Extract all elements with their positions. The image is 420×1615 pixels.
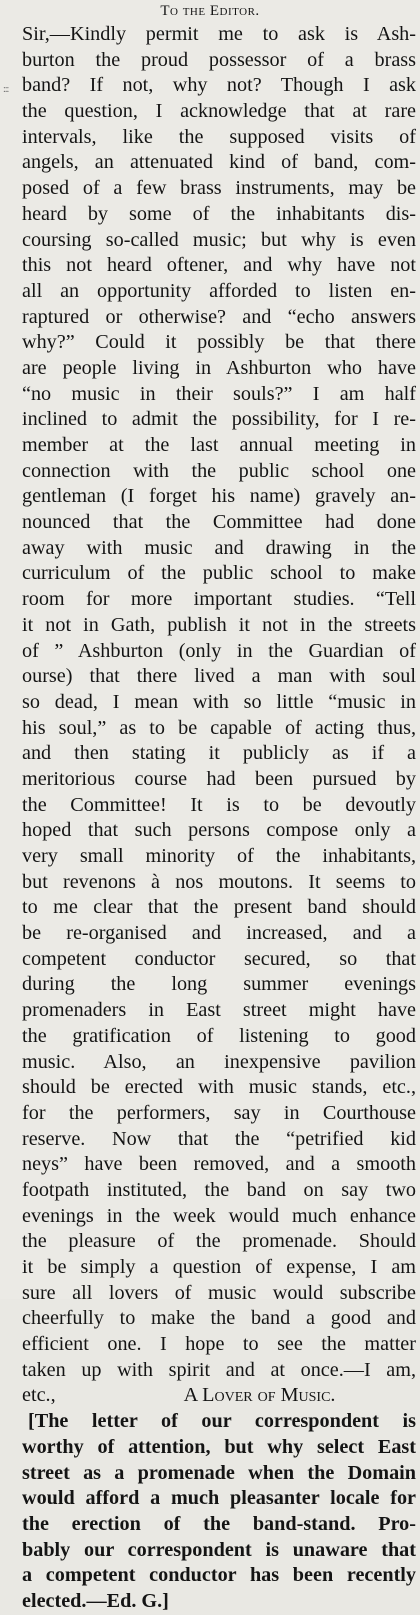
letter-line: be re-organised and increased, and a (22, 922, 416, 945)
letter-line: it not in Gath, publish it not in the streets (22, 613, 416, 636)
letter-line: member at the last annual meeting in (22, 434, 416, 456)
editor-note (22, 1409, 416, 1615)
heading: To the Editor. (160, 3, 260, 19)
letter-line: “no music in their souls?” I am half (22, 382, 416, 405)
letter-line: footpath instituted, the band on say two (22, 1178, 416, 1201)
letter-line: ourse) that there lived a man with soul (22, 665, 416, 688)
letter-line: neys” have been removed, and a smooth (22, 1153, 416, 1176)
editor-note-line: [The letter of our correspondent is (28, 1410, 416, 1433)
editor-note-line: elected.—Ed. G.] (22, 1589, 169, 1612)
editor-note-line: street as a promenade when the Domain (22, 1461, 416, 1484)
letter-line: music. Also, an inexpensive pavilion (22, 1050, 416, 1073)
letter-line: inclined to admit the possibility, for I re- (22, 408, 416, 431)
letter-line: this not heard oftener, and why have not (22, 254, 416, 277)
editor-note-line: bably our correspondent is unaware that (22, 1538, 416, 1561)
letter-line: angels, an attenuated kind of band, com- (22, 151, 416, 174)
letter-line: curriculum of the public school to make (22, 562, 416, 585)
letter-line: hoped that such persons compose only a (22, 819, 416, 842)
letter-line: taken up with spirit and at once.—I am, (22, 1358, 416, 1381)
letter-line: coursing so-called music; but why is even (22, 228, 416, 251)
letter-line: but revenons à nos moutons. It seems to (22, 870, 416, 893)
letter-line: room for more important studies. “Tell (22, 588, 416, 611)
letter-line: during the long summer evenings (22, 973, 416, 996)
letter-line: the Committee! It is to be devoutly (22, 793, 416, 816)
letter-line: intervals, like the supposed visits of (22, 125, 416, 148)
signature: A Lover of Music. (183, 1384, 336, 1407)
letter-line: for the performers, say in Courthouse (22, 1101, 416, 1124)
letter-line: all an opportunity afforded to listen en- (22, 279, 416, 302)
editor-note-line: worthy of attention, but why select East (22, 1435, 416, 1458)
letter-line: promenaders in East street might have (22, 999, 416, 1022)
letter-line: gentleman (I forget his name) gravely an- (22, 485, 416, 508)
letter-line: sure all lovers of music would subscribe (22, 1281, 416, 1304)
margin-mark: ::: (3, 84, 9, 95)
letter-line: efficient one. I hope to see the matter (22, 1333, 416, 1356)
letter-line: it be simply a question of expense, I am (22, 1256, 416, 1278)
editor-note-line: would afford a much pleasanter locale for (22, 1487, 416, 1510)
letter-line: away with music and drawing in the (22, 536, 416, 559)
letter-line: band? If not, why not? Though I ask (22, 74, 416, 97)
letter-line: meritorious course had been pursued by (22, 767, 416, 790)
letter-line: of ” Ashburton (only in the Guardian of (22, 639, 416, 662)
letter-line: the pleasure of the promenade. Should (22, 1230, 416, 1253)
letter-line: so dead, I mean with so little “music in (22, 690, 416, 713)
letter-line: and then stating it publicly as if a (22, 742, 416, 765)
letter-line: are people living in Ashburton who have (22, 356, 416, 379)
letter-line: the gratification of listening to good (22, 1024, 416, 1047)
editor-note-line: a competent conductor has been recently (22, 1564, 416, 1587)
letter-line: competent conductor secured, so that (22, 947, 416, 970)
letter-line: heard by some of the inhabitants dis- (22, 202, 416, 225)
letter-line: very small minority of the inhabitants, (22, 845, 416, 867)
letter-line: reserve. Now that the “petrified kid (22, 1127, 416, 1150)
letter-body (22, 22, 416, 1383)
letter-line: to me clear that the present band should (22, 896, 416, 919)
letter-line: his soul,” as to be capable of acting thus, (22, 716, 416, 739)
letter-line: connection with the public school one (22, 459, 416, 482)
letter-line: cheerfully to make the band a good and (22, 1307, 416, 1330)
letter-line: should be erected with music stands, etc., (22, 1076, 416, 1099)
editor-note-line: the erection of the band-stand. Pro- (22, 1512, 416, 1535)
letter-line: why?” Could it possibly be that there (22, 331, 416, 354)
letter-line: nounced that the Committee had done (22, 511, 416, 534)
letter-line: raptured or otherwise? and “echo answers (22, 305, 416, 328)
letter-line: burton the proud possessor of a brass (22, 48, 416, 71)
letter-line: evenings in the week would much enhance (22, 1204, 416, 1227)
letter-line: Sir,—Kindly permit me to ask is Ash- (22, 23, 416, 45)
letter-line: the question, I acknowledge that at rare (22, 100, 416, 123)
signature-prefix: etc., (22, 1384, 56, 1407)
letter-line: posed of a few brass instruments, may be (22, 177, 416, 200)
signature-line (22, 1383, 416, 1409)
